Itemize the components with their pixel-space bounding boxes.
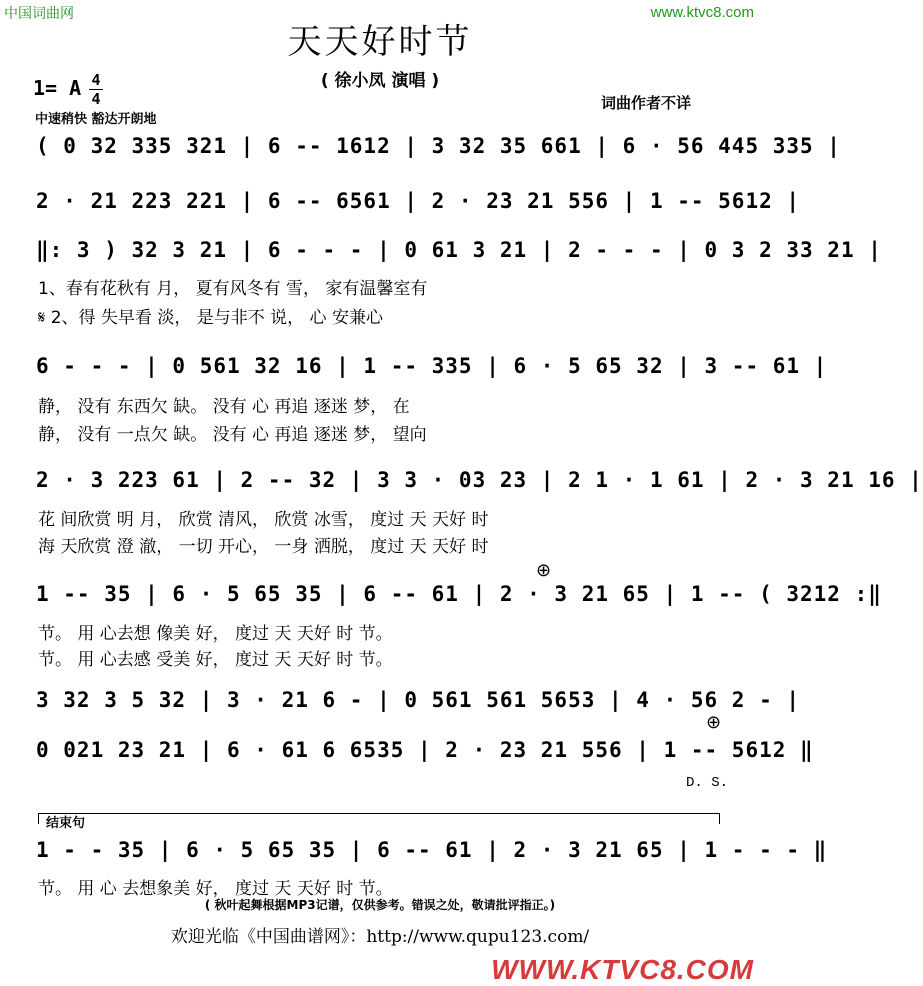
lyric-line-6-verse-2: 节。 用 心去感 受美 好， 度过 天 天好 时 节。 — [38, 650, 393, 670]
transcriber-note: ( 秋叶起舞根据MP3记谱，仅供参考。错误之处，敬请批评指正。) — [204, 898, 556, 912]
lyric-line-5-verse-2: 海 天欣赏 澄 澈， 一切 开心， 一身 洒脱， 度过 天 天好 时 — [38, 537, 489, 557]
time-sig-bottom: 4 — [91, 90, 101, 108]
music-line-5: 2 · 3 223 61 | 2 -- 32 | 3 3 · 03 23 | 2 1 · 1 61 | 2 · 3 21 16 | — [36, 468, 923, 492]
site-url-watermark: www.ktvc8.com — [650, 4, 754, 21]
music-line-3: ‖: 3 ) 32 3 21 | 6 - - - | 0 61 3 21 | 2 - - - | 0 3 2 33 21 | — [36, 238, 882, 262]
singer-line: ( 徐小凤 演唱 ) — [320, 71, 440, 91]
bottom-logo-watermark: WWW.KTVC8.COM — [491, 954, 754, 985]
music-line-8: 0 021 23 21 | 6 · 61 6 6535 | 2 · 23 21 556 | 1 -- 5612 ‖ — [36, 738, 814, 762]
lyric-line-5-verse-1: 花 间欣赏 明 月， 欣赏 清风， 欣赏 冰雪， 度过 天 天好 时 — [38, 510, 489, 530]
key-signature: 1= A — [33, 76, 82, 100]
lyric-line-6-verse-1: 节。 用 心去想 像美 好， 度过 天 天好 时 节。 — [38, 624, 393, 644]
lyric-line-4-verse-2: 静， 没有 一点欠 缺。 没有 心 再追 逐迷 梦， 望向 — [38, 425, 427, 445]
composer-credit: 词曲作者不详 — [601, 94, 692, 112]
lyric-line-4-verse-1: 静， 没有 东西欠 缺。 没有 心 再追 逐迷 梦， 在 — [38, 397, 410, 417]
music-line-4: 6 - - - | 0 561 32 16 | 1 -- 335 | 6 · 5 65 32 | 3 -- 61 | — [36, 354, 828, 378]
lyric-line-3-verse-1: 1、春有花秋有 月， 夏有风冬有 雪， 家有温馨室有 — [38, 279, 428, 299]
song-title: 天天好时节 — [287, 22, 473, 62]
ds-mark: D. S. — [686, 775, 729, 791]
lyric-line-9: 节。 用 心 去想象美 好， 度过 天 天好 时 节。 — [38, 879, 393, 899]
time-sig-top: 4 — [91, 71, 101, 89]
music-line-1: ( 0 32 335 321 | 6 -- 1612 | 3 32 35 661 | 6 · 56 445 335 | — [36, 134, 841, 158]
coda-icon: ⊕ — [536, 560, 552, 581]
tempo-marking: 中速稍快 豁达开朗地 — [35, 112, 157, 127]
welcome-line: 欢迎光临《中国曲谱网》：http://www.qupu123.com/ — [170, 927, 590, 947]
music-line-2: 2 · 21 223 221 | 6 -- 6561 | 2 · 23 21 556 | 1 -- 5612 | — [36, 189, 801, 213]
time-signature — [89, 72, 103, 107]
music-line-6: 1 -- 35 | 6 · 5 65 35 | 6 -- 61 | 2 · 3 21 65 | 1 -- ( 3212 :‖ — [36, 582, 882, 606]
music-line-7: 3 32 3 5 32 | 3 · 21 6 - | 0 561 561 5653 | 4 · 56 2 - | — [36, 688, 801, 712]
music-line-9: 1 - - 35 | 6 · 5 65 35 | 6 -- 61 | 2 · 3 21 65 | 1 - - - ‖ — [36, 838, 828, 862]
ending-bracket — [38, 813, 720, 824]
lyric-line-3-verse-2: 𝄋 2、得 失早看 淡， 是与非不 说， 心 安兼心 — [38, 308, 383, 328]
coda-icon: ⊕ — [706, 712, 722, 733]
ending-label: 结束句 — [46, 816, 86, 831]
site-watermark: 中国词曲网 — [4, 6, 74, 22]
